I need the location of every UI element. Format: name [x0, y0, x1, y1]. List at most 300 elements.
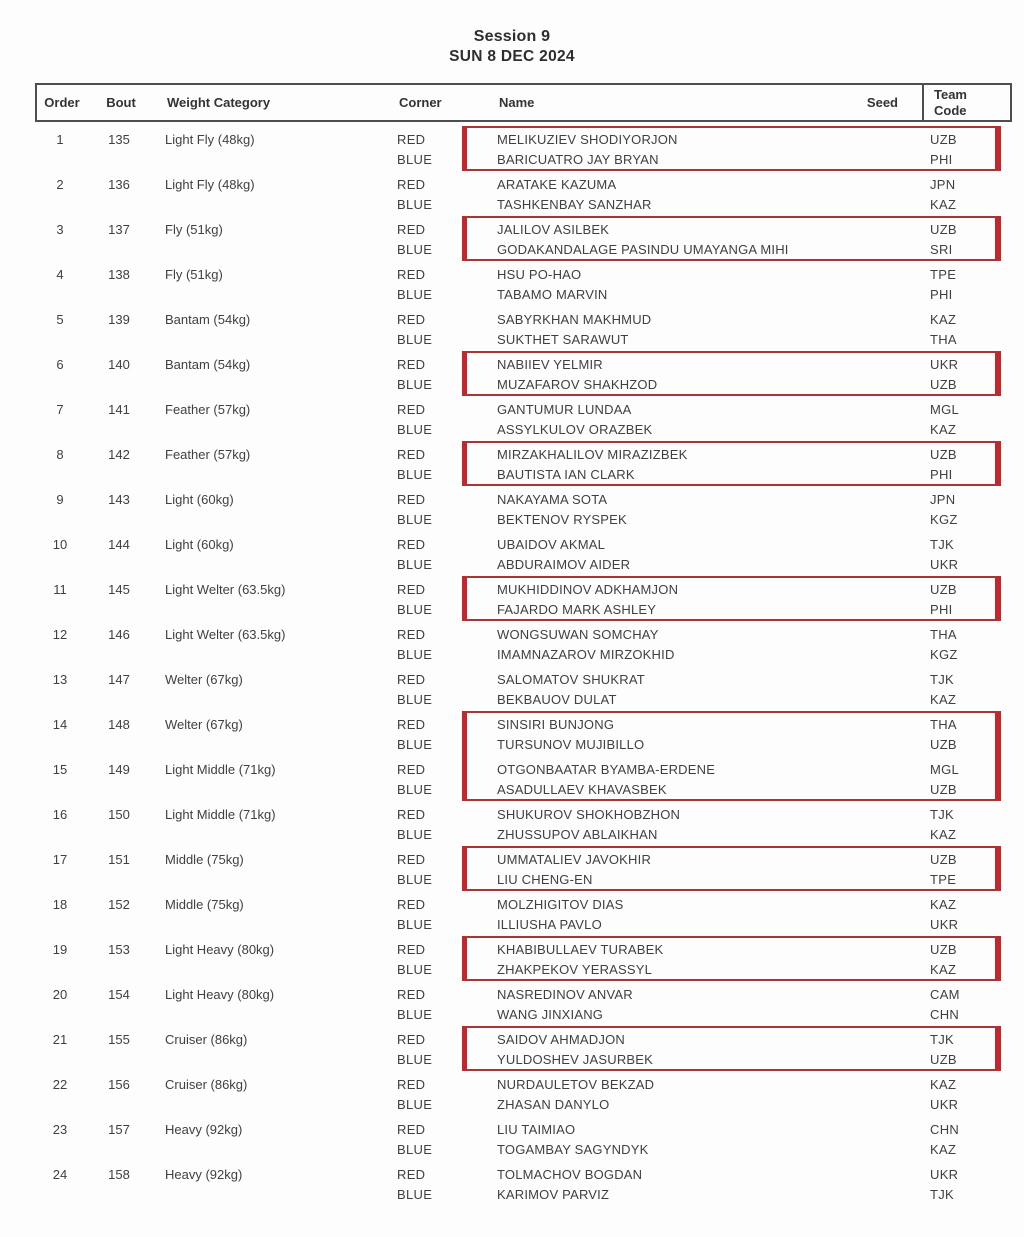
blue-team-code: KAZ — [930, 962, 957, 977]
corner-blue-label: BLUE — [397, 782, 433, 797]
seed-cell — [855, 982, 920, 985]
blue-team-code: UKR — [930, 1097, 959, 1112]
name-cell — [495, 532, 855, 575]
red-team-code: UZB — [930, 852, 957, 867]
bout-number-cell: 142 — [108, 447, 130, 462]
seed-cell — [855, 172, 920, 175]
team-code-cell — [920, 487, 1012, 530]
weight-category-cell: Light Welter (63.5kg) — [165, 627, 286, 642]
corner-cell — [395, 532, 495, 575]
blue-team-code: UZB — [930, 782, 957, 797]
corner-red-label: RED — [397, 1167, 426, 1182]
corner-blue-label: BLUE — [397, 467, 433, 482]
red-boxer-name: NABIIEV YELMIR — [497, 357, 603, 372]
team-code-cell — [920, 397, 1012, 440]
name-cell — [495, 487, 855, 530]
corner-blue-label: BLUE — [397, 827, 433, 842]
corner-cell — [395, 307, 495, 350]
corner-cell — [395, 1072, 495, 1115]
order-cell: 8 — [56, 447, 64, 462]
seed-cell — [855, 1072, 920, 1075]
corner-red-label: RED — [397, 807, 426, 822]
corner-cell — [395, 757, 495, 800]
blue-boxer-name: TABAMO MARVIN — [497, 287, 608, 302]
order-cell: 20 — [52, 987, 68, 1002]
corner-cell — [395, 667, 495, 710]
red-boxer-name: LIU TAIMIAO — [497, 1122, 576, 1137]
corner-cell — [395, 577, 495, 620]
team-code-cell — [920, 352, 1012, 395]
red-team-code: THA — [930, 717, 957, 732]
bout-row — [35, 577, 1012, 622]
seed-cell — [855, 262, 920, 265]
red-boxer-name: ARATAKE KAZUMA — [497, 177, 617, 192]
name-cell — [495, 892, 855, 935]
order-cell: 12 — [52, 627, 68, 642]
corner-red-label: RED — [397, 312, 426, 327]
blue-team-code: PHI — [930, 152, 953, 167]
blue-boxer-name: ABDURAIMOV AIDER — [497, 557, 631, 572]
red-team-code: JPN — [930, 177, 956, 192]
team-code-header-line2: Code — [934, 102, 967, 118]
weight-category-cell: Light (60kg) — [165, 492, 234, 507]
corner-blue-label: BLUE — [397, 197, 433, 212]
corner-red-label: RED — [397, 357, 426, 372]
corner-cell — [395, 622, 495, 665]
order-cell: 3 — [56, 222, 64, 237]
blue-boxer-name: LIU CHENG-EN — [497, 872, 593, 887]
blue-boxer-name: ILLIUSHA PAVLO — [497, 917, 602, 932]
team-code-cell — [920, 667, 1012, 710]
seed-cell — [855, 307, 920, 310]
seed-cell — [855, 802, 920, 805]
corner-cell — [395, 127, 495, 170]
order-cell: 10 — [52, 537, 68, 552]
bout-number-cell: 151 — [108, 852, 130, 867]
corner-blue-label: BLUE — [397, 512, 433, 527]
order-cell: 13 — [52, 672, 68, 687]
red-boxer-name: SINSIRI BUNJONG — [497, 717, 615, 732]
corner-blue-label: BLUE — [397, 152, 433, 167]
bout-number-cell: 153 — [108, 942, 130, 957]
weight-category-cell: Bantam (54kg) — [165, 357, 251, 372]
blue-boxer-name: TASHKENBAY SANZHAR — [497, 197, 652, 212]
seed-cell — [855, 712, 920, 715]
name-cell — [495, 127, 855, 170]
bout-row — [35, 802, 1012, 847]
order-cell: 21 — [52, 1032, 68, 1047]
order-cell: 24 — [52, 1167, 68, 1182]
bout-row — [35, 262, 1012, 307]
weight-category-cell: Fly (51kg) — [165, 267, 223, 282]
order-cell: 19 — [52, 942, 68, 957]
bout-number-cell: 149 — [108, 762, 130, 777]
bout-number-cell: 135 — [108, 132, 130, 147]
corner-cell — [395, 487, 495, 530]
blue-boxer-name: ZHUSSUPOV ABLAIKHAN — [497, 827, 658, 842]
corner-red-label: RED — [397, 222, 426, 237]
blue-boxer-name: WANG JINXIANG — [497, 1007, 604, 1022]
bout-row — [35, 487, 1012, 532]
corner-red-label: RED — [397, 537, 426, 552]
corner-blue-label: BLUE — [397, 872, 433, 887]
order-cell: 6 — [56, 357, 64, 372]
name-cell — [495, 577, 855, 620]
corner-blue-label: BLUE — [397, 1187, 433, 1202]
name-cell — [495, 667, 855, 710]
blue-team-code: THA — [930, 332, 957, 347]
blue-team-code: KAZ — [930, 197, 957, 212]
order-cell: 2 — [56, 177, 64, 192]
name-cell — [495, 1162, 855, 1205]
blue-boxer-name: MUZAFAROV SHAKHZOD — [497, 377, 658, 392]
bout-row — [35, 937, 1012, 982]
corner-blue-label: BLUE — [397, 602, 433, 617]
red-boxer-name: TOLMACHOV BOGDAN — [497, 1167, 643, 1182]
blue-boxer-name: BEKTENOV RYSPEK — [497, 512, 627, 527]
blue-boxer-name: TURSUNOV MUJIBILLO — [497, 737, 645, 752]
bout-row — [35, 622, 1012, 667]
team-code-cell — [920, 847, 1012, 890]
corner-red-label: RED — [397, 852, 426, 867]
bout-number-cell: 147 — [108, 672, 130, 687]
seed-cell — [855, 937, 920, 940]
seed-cell — [855, 127, 920, 130]
red-boxer-name: OTGONBAATAR BYAMBA-ERDENE — [497, 762, 716, 777]
order-cell: 1 — [56, 132, 64, 147]
red-boxer-name: SAIDOV AHMADJON — [497, 1032, 625, 1047]
name-cell — [495, 1117, 855, 1160]
table-header-row — [35, 83, 1012, 122]
bout-row — [35, 352, 1012, 397]
blue-team-code: PHI — [930, 287, 953, 302]
team-code-cell — [920, 1162, 1012, 1205]
bout-row — [35, 1027, 1012, 1072]
weight-category-cell: Light Fly (48kg) — [165, 177, 255, 192]
bout-row — [35, 532, 1012, 577]
order-cell: 22 — [52, 1077, 68, 1092]
bout-number-cell: 139 — [108, 312, 130, 327]
corner-red-label: RED — [397, 942, 426, 957]
seed-cell — [855, 397, 920, 400]
bout-row — [35, 1162, 1012, 1207]
bout-row — [35, 667, 1012, 712]
seed-cell — [855, 757, 920, 760]
bout-number-cell: 146 — [108, 627, 130, 642]
red-team-code: UZB — [930, 447, 957, 462]
red-boxer-name: SABYRKHAN MAKHMUD — [497, 312, 652, 327]
red-team-code: MGL — [930, 402, 960, 417]
corner-red-label: RED — [397, 1122, 426, 1137]
bout-number-cell: 158 — [108, 1167, 130, 1182]
corner-blue-label: BLUE — [397, 1052, 433, 1067]
corner-red-label: RED — [397, 672, 426, 687]
red-boxer-name: GANTUMUR LUNDAA — [497, 402, 632, 417]
seed-cell — [855, 892, 920, 895]
bout-row — [35, 217, 1012, 262]
weight-category-cell: Heavy (92kg) — [165, 1122, 243, 1137]
red-team-code: KAZ — [930, 897, 957, 912]
red-team-code: KAZ — [930, 312, 957, 327]
blue-team-code: PHI — [930, 467, 953, 482]
weight-category-cell: Cruiser (86kg) — [165, 1032, 248, 1047]
seed-cell — [855, 1027, 920, 1030]
weight-category-cell: Light Middle (71kg) — [165, 762, 276, 777]
bout-number-cell: 150 — [108, 807, 130, 822]
column-header-seed: Seed — [866, 95, 898, 110]
blue-team-code: TJK — [930, 1187, 955, 1202]
name-cell — [495, 172, 855, 215]
blue-team-code: KAZ — [930, 422, 957, 437]
name-cell — [495, 712, 855, 755]
corner-red-label: RED — [397, 717, 426, 732]
blue-team-code: UZB — [930, 1052, 957, 1067]
corner-cell — [395, 262, 495, 305]
seed-cell — [855, 1117, 920, 1120]
team-code-cell — [920, 1027, 1012, 1070]
name-cell — [495, 622, 855, 665]
blue-team-code: KAZ — [930, 1142, 957, 1157]
corner-red-label: RED — [397, 1077, 426, 1092]
bout-row — [35, 1117, 1012, 1162]
corner-cell — [395, 397, 495, 440]
blue-boxer-name: SUKTHET SARAWUT — [497, 332, 629, 347]
name-cell — [495, 1072, 855, 1115]
red-boxer-name: NURDAULETOV BEKZAD — [497, 1077, 655, 1092]
order-cell: 15 — [52, 762, 68, 777]
red-team-code: MGL — [930, 762, 960, 777]
corner-cell — [395, 352, 495, 395]
corner-blue-label: BLUE — [397, 962, 433, 977]
corner-red-label: RED — [397, 897, 426, 912]
column-header-team-code — [922, 85, 1014, 120]
seed-cell — [855, 217, 920, 220]
bout-number-cell: 154 — [108, 987, 130, 1002]
corner-red-label: RED — [397, 762, 426, 777]
blue-team-code: CHN — [930, 1007, 960, 1022]
red-team-code: KAZ — [930, 1077, 957, 1092]
red-boxer-name: MIRZAKHALILOV MIRAZIZBEK — [497, 447, 688, 462]
blue-boxer-name: FAJARDO MARK ASHLEY — [497, 602, 657, 617]
weight-category-cell: Feather (57kg) — [165, 447, 251, 462]
blue-team-code: UKR — [930, 917, 959, 932]
blue-team-code: KGZ — [930, 647, 958, 662]
column-header-weight-category: Weight Category — [167, 95, 271, 110]
column-header-corner: Corner — [399, 95, 442, 110]
bout-number-cell: 143 — [108, 492, 130, 507]
red-boxer-name: MELIKUZIEV SHODIYORJON — [497, 132, 678, 147]
blue-team-code: KGZ — [930, 512, 958, 527]
bout-number-cell: 144 — [108, 537, 130, 552]
seed-cell — [855, 352, 920, 355]
name-cell — [495, 352, 855, 395]
bout-number-cell: 138 — [108, 267, 130, 282]
name-cell — [495, 1027, 855, 1070]
blue-boxer-name: TOGAMBAY SAGYNDYK — [497, 1142, 649, 1157]
red-boxer-name: UBAIDOV AKMAL — [497, 537, 606, 552]
order-cell: 17 — [52, 852, 68, 867]
order-cell: 9 — [56, 492, 64, 507]
team-code-cell — [920, 757, 1012, 800]
bout-row — [35, 172, 1012, 217]
bout-number-cell: 140 — [108, 357, 130, 372]
bout-number-cell: 157 — [108, 1122, 130, 1137]
red-boxer-name: NASREDINOV ANVAR — [497, 987, 633, 1002]
order-cell: 16 — [52, 807, 68, 822]
red-boxer-name: SALOMATOV SHUKRAT — [497, 672, 645, 687]
weight-category-cell: Bantam (54kg) — [165, 312, 251, 327]
name-cell — [495, 847, 855, 890]
name-cell — [495, 262, 855, 305]
blue-boxer-name: GODAKANDALAGE PASINDU UMAYANGA MIHI — [497, 242, 789, 257]
corner-red-label: RED — [397, 402, 426, 417]
team-code-cell — [920, 712, 1012, 755]
bout-table — [35, 83, 1012, 1207]
bout-number-cell: 137 — [108, 222, 130, 237]
team-code-cell — [920, 532, 1012, 575]
blue-boxer-name: BARICUATRO JAY BRYAN — [497, 152, 659, 167]
blue-boxer-name: BEKBAUOV DULAT — [497, 692, 617, 707]
order-cell: 18 — [52, 897, 68, 912]
weight-category-cell: Middle (75kg) — [165, 852, 244, 867]
corner-cell — [395, 982, 495, 1025]
name-cell — [495, 802, 855, 845]
bout-row — [35, 712, 1012, 757]
corner-red-label: RED — [397, 492, 426, 507]
bout-row — [35, 397, 1012, 442]
weight-category-cell: Light Middle (71kg) — [165, 807, 276, 822]
blue-boxer-name: BAUTISTA IAN CLARK — [497, 467, 635, 482]
bout-row — [35, 982, 1012, 1027]
bout-row — [35, 307, 1012, 352]
team-code-cell — [920, 307, 1012, 350]
page-title: Session 9 — [473, 28, 551, 45]
order-cell: 11 — [53, 582, 67, 597]
corner-cell — [395, 172, 495, 215]
red-boxer-name: WONGSUWAN SOMCHAY — [497, 627, 659, 642]
weight-category-cell: Light (60kg) — [165, 537, 234, 552]
red-team-code: UZB — [930, 132, 957, 147]
blue-boxer-name: IMAMNAZAROV MIRZOKHID — [497, 647, 675, 662]
red-boxer-name: JALILOV ASILBEK — [497, 222, 610, 237]
seed-cell — [855, 847, 920, 850]
weight-category-cell: Welter (67kg) — [165, 717, 243, 732]
red-team-code: UZB — [930, 942, 957, 957]
document-header — [0, 0, 1024, 67]
red-boxer-name: NAKAYAMA SOTA — [497, 492, 608, 507]
team-code-cell — [920, 442, 1012, 485]
bout-row — [35, 847, 1012, 892]
corner-red-label: RED — [397, 447, 426, 462]
blue-boxer-name: ASADULLAEV KHAVASBEK — [497, 782, 667, 797]
team-code-header-line1: Team — [934, 86, 967, 102]
bout-rows — [35, 127, 1012, 1207]
red-team-code: CHN — [930, 1122, 960, 1137]
order-cell: 14 — [52, 717, 68, 732]
red-team-code: UKR — [930, 1167, 959, 1182]
corner-cell — [395, 442, 495, 485]
corner-cell — [395, 217, 495, 260]
corner-red-label: RED — [397, 987, 426, 1002]
order-cell: 7 — [56, 402, 64, 417]
red-team-code: TJK — [930, 672, 955, 687]
weight-category-cell: Middle (75kg) — [165, 897, 244, 912]
team-code-cell — [920, 262, 1012, 305]
blue-team-code: PHI — [930, 602, 953, 617]
blue-boxer-name: YULDOSHEV JASURBEK — [497, 1052, 654, 1067]
team-code-cell — [920, 622, 1012, 665]
name-cell — [495, 397, 855, 440]
corner-blue-label: BLUE — [397, 242, 433, 257]
corner-blue-label: BLUE — [397, 377, 433, 392]
bout-number-cell: 141 — [108, 402, 130, 417]
blue-boxer-name: ZHASAN DANYLO — [497, 1097, 610, 1112]
name-cell — [495, 982, 855, 1025]
team-code-cell — [920, 577, 1012, 620]
red-team-code: CAM — [930, 987, 960, 1002]
team-code-cell — [920, 217, 1012, 260]
bout-row — [35, 892, 1012, 937]
blue-team-code: KAZ — [930, 827, 957, 842]
corner-blue-label: BLUE — [397, 692, 433, 707]
red-boxer-name: MOLZHIGITOV DIAS — [497, 897, 624, 912]
team-code-cell — [920, 802, 1012, 845]
name-cell — [495, 442, 855, 485]
bout-row — [35, 442, 1012, 487]
bout-number-cell: 152 — [108, 897, 130, 912]
weight-category-cell: Welter (67kg) — [165, 672, 243, 687]
corner-cell — [395, 892, 495, 935]
red-team-code: THA — [930, 627, 957, 642]
corner-red-label: RED — [397, 132, 426, 147]
blue-team-code: SRI — [930, 242, 953, 257]
bout-number-cell: 148 — [108, 717, 130, 732]
seed-cell — [855, 1162, 920, 1165]
team-code-cell — [920, 1117, 1012, 1160]
name-cell — [495, 937, 855, 980]
column-header-name: Name — [499, 95, 535, 110]
corner-red-label: RED — [397, 177, 426, 192]
weight-category-cell: Light Welter (63.5kg) — [165, 582, 286, 597]
bout-number-cell: 155 — [108, 1032, 130, 1047]
corner-cell — [395, 1162, 495, 1205]
corner-blue-label: BLUE — [397, 557, 433, 572]
red-boxer-name: KHABIBULLAEV TURABEK — [497, 942, 664, 957]
weight-category-cell: Fly (51kg) — [165, 222, 223, 237]
bout-row — [35, 757, 1012, 802]
seed-cell — [855, 667, 920, 670]
corner-cell — [395, 937, 495, 980]
red-team-code: TJK — [930, 807, 955, 822]
corner-blue-label: BLUE — [397, 917, 433, 932]
corner-red-label: RED — [397, 582, 426, 597]
column-header-order: Order — [44, 95, 80, 110]
blue-boxer-name: ZHAKPEKOV YERASSYL — [497, 962, 653, 977]
corner-blue-label: BLUE — [397, 1097, 433, 1112]
team-code-cell — [920, 982, 1012, 1025]
blue-team-code: KAZ — [930, 692, 957, 707]
order-cell: 5 — [56, 312, 64, 327]
corner-blue-label: BLUE — [397, 1007, 433, 1022]
seed-cell — [855, 442, 920, 445]
corner-cell — [395, 1027, 495, 1070]
order-cell: 4 — [56, 267, 64, 282]
bout-row — [35, 127, 1012, 172]
seed-cell — [855, 532, 920, 535]
seed-cell — [855, 622, 920, 625]
red-team-code: TJK — [930, 1032, 955, 1047]
red-boxer-name: HSU PO-HAO — [497, 267, 582, 282]
